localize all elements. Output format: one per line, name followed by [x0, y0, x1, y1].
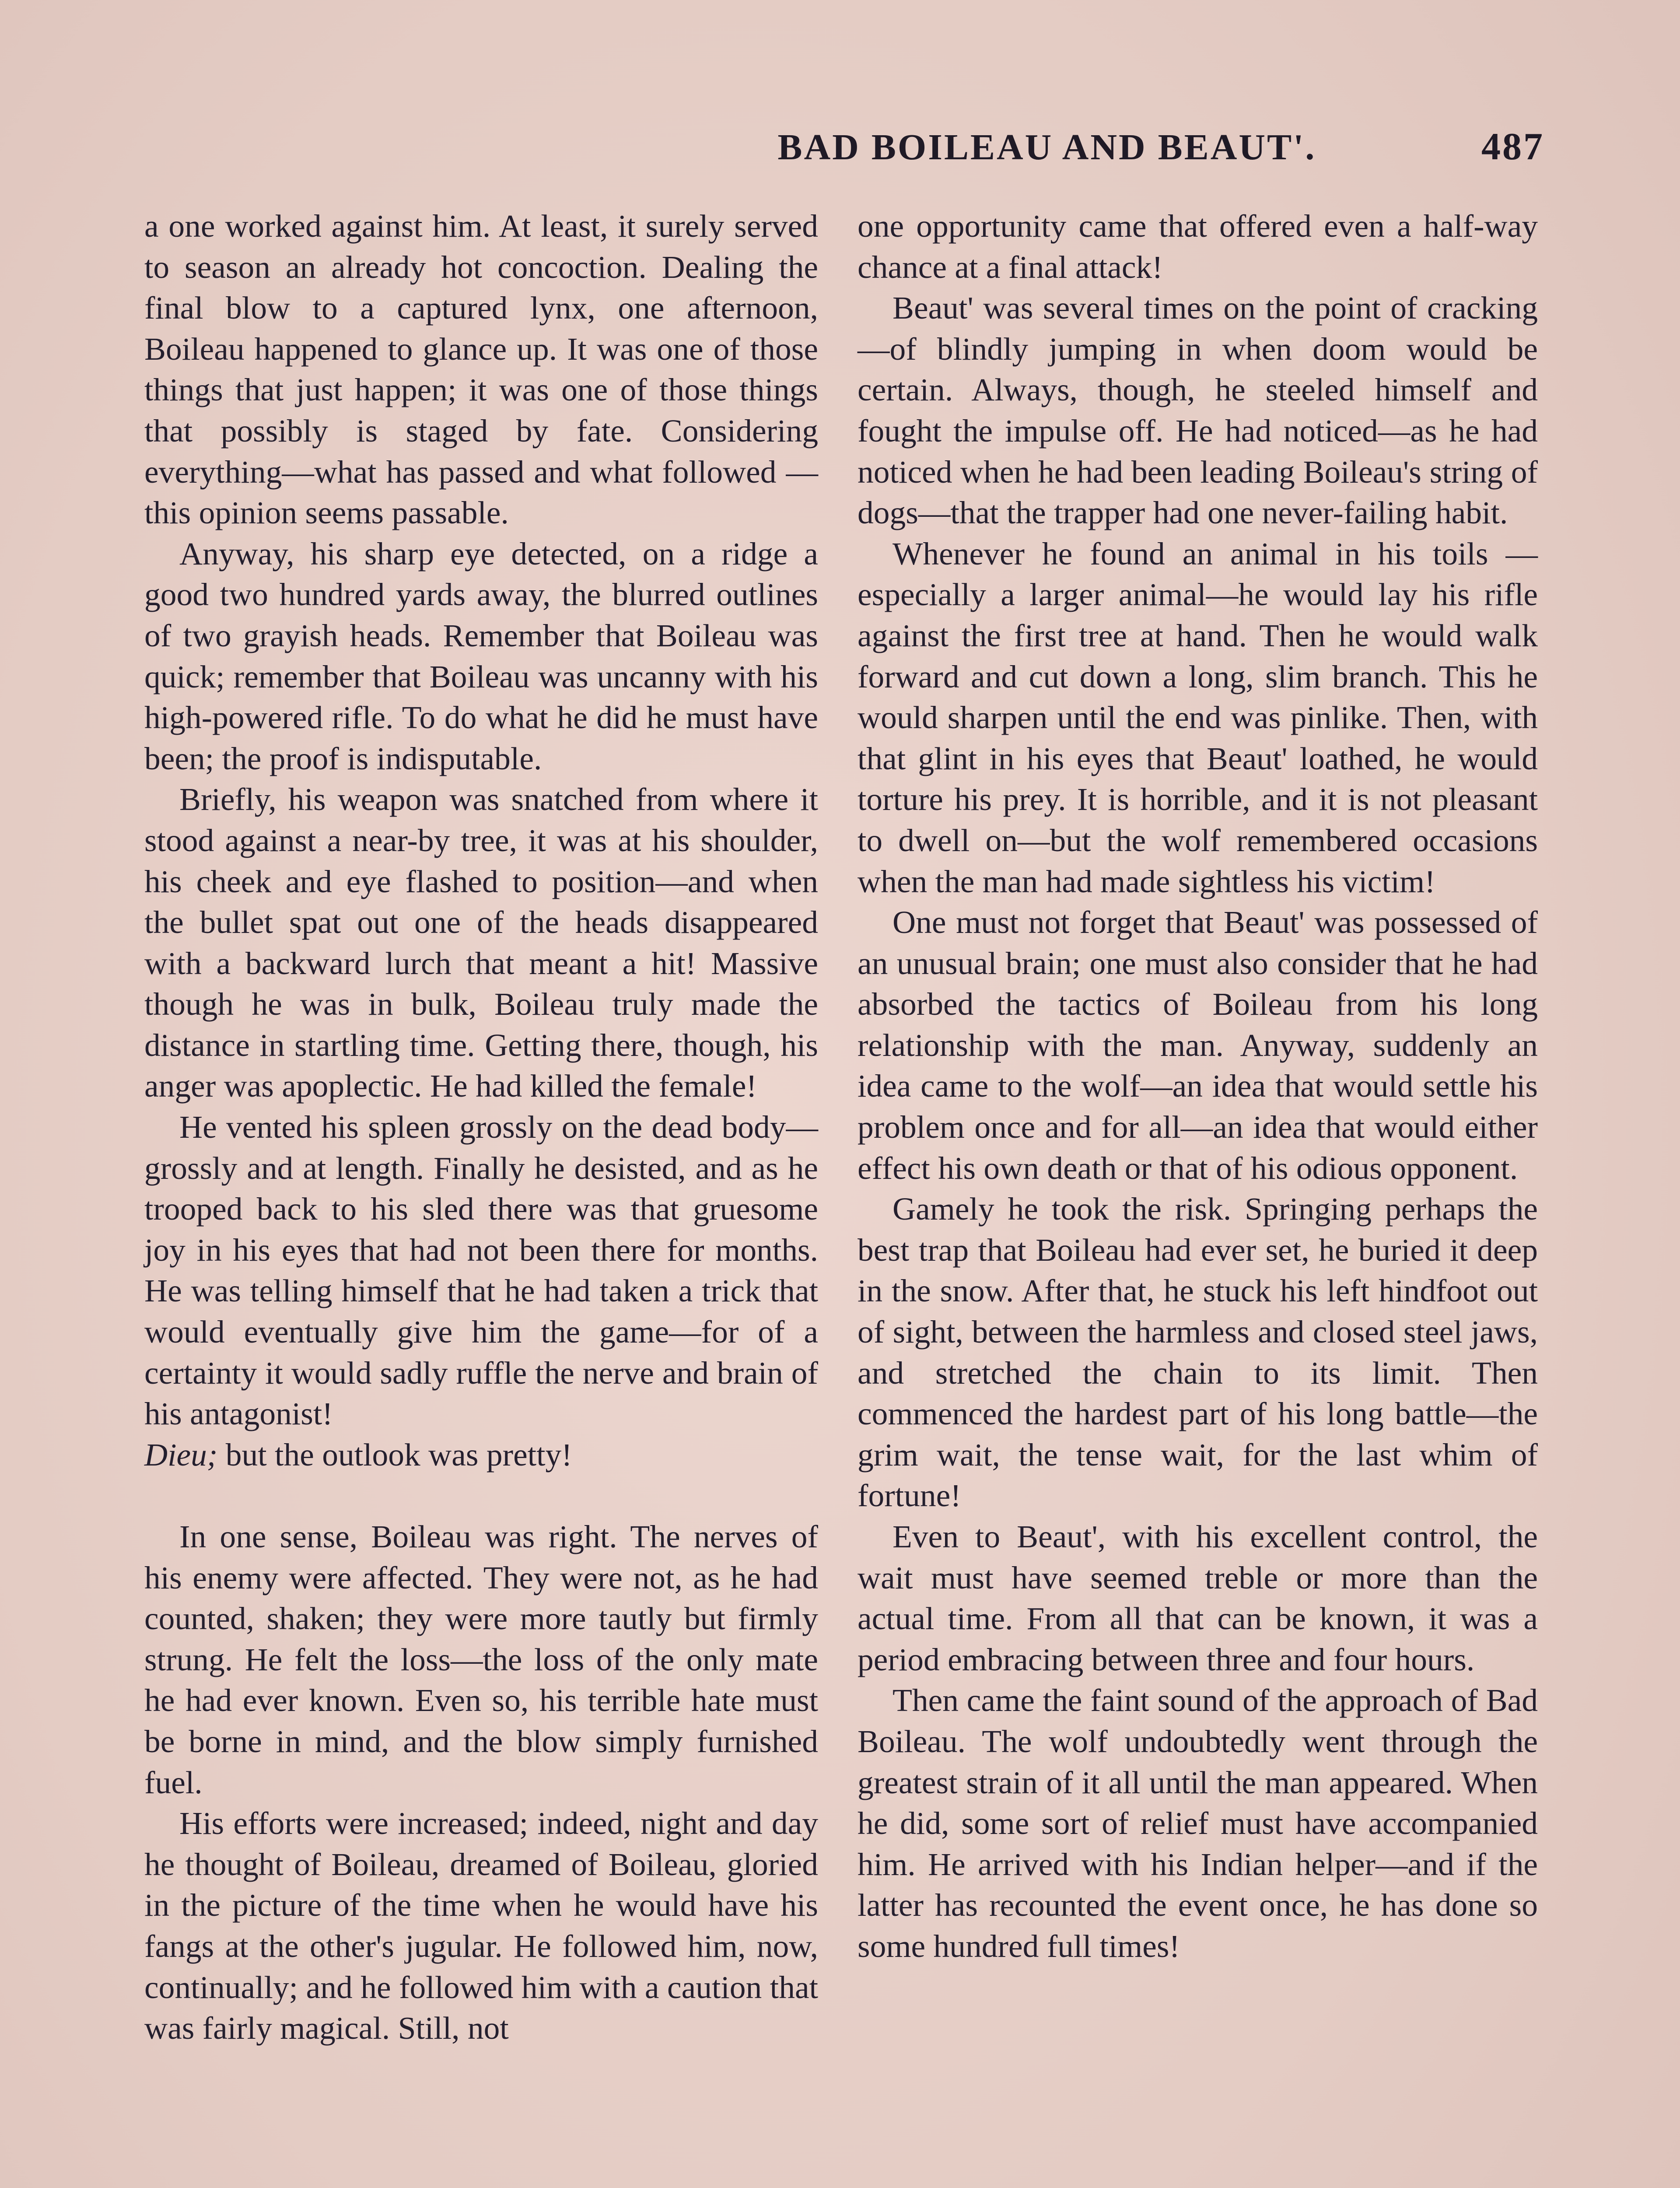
paragraph: In one sense, Boileau was right. The nerves of his enemy were affected. They were not, as he had counted, shaken; they were more tautly but firmly strung. He felt the loss—the loss of the only mate he had ever known. Even so, his terrible hate must be borne in mind, and the blow simply furnished fuel. [144, 1519, 818, 1800]
left-column [144, 206, 818, 2049]
closing-text: but the outlook was pretty! [217, 1437, 572, 1473]
paragraph: Then came the faint sound of the approach of Bad Boileau. The wolf undoubtedly went through the greatest strain of it all until the man appeared. When he did, some sort of relief must have accompanied him. He arrived with his Indian helper—and if the latter has recounted the event once, he has done so some hundred full times! [858, 1683, 1538, 1964]
paragraph: one opportunity came that offered even a half-way chance at a final attack! [858, 208, 1538, 285]
paragraph: Gamely he took the risk. Springing perhaps the best trap that Boileau had ever set, he buried it deep in the snow. After that, he stuck his left hindfoot out of sight, between the harmless and closed steel jaws, and stretched the chain to its limit. Then commenced the hardest part of his long battle—the grim wait, the tense wait, for the last whim of fortune! [858, 1191, 1538, 1514]
right-column [858, 206, 1538, 1967]
paragraph: Briefly, his weapon was snatched from where it stood against a near-by tree, it was at his shoulder, his cheek and eye flashed to position—and when the bullet spat out one of the heads disappeared with a backward lurch that meant a hit! Massive though he was in bulk, Boileau truly made the distance in startling time. Getting there, though, his anger was apoplectic. He had killed the female! [144, 782, 818, 1104]
paragraph: One must not forget that Beaut' was possessed of an unusual brain; one must also consider that he had absorbed the tactics of Boileau from his long relationship with the man. Anyway, suddenly an idea came to the wolf—an idea that would settle his problem once and for all—an idea that would either effect his own death or that of his odious opponent. [858, 905, 1538, 1186]
paragraph: Beaut' was several times on the point of cracking—of blindly jumping in when doom would be certain. Always, though, he steeled himself and fought the impulse off. He had noticed—as he had noticed when he had been leading Boileau's string of dogs—that the trapper had one never-failing habit. [858, 290, 1538, 531]
paragraph: a one worked against him. At least, it surely served to season an already hot concoction. Dealing the final blow to a captured lynx, one afternoon, Boileau happened to glance up. It was one of those things that just happen; it was one of those things that possibly is staged by fate. Considering everything—what has passed and what followed — this opinion seems passable. [144, 208, 818, 531]
italic-word: Dieu; [144, 1437, 218, 1473]
page-number: 487 [1481, 126, 1544, 168]
paragraph: Anyway, his sharp eye detected, on a ridge a good two hundred yards away, the blurred outlines of two grayish heads. Remember that Boileau was quick; remember that Boileau was uncanny with his high-powered rifle. To do what he did he must have been; the proof is indisputable. [144, 536, 818, 776]
running-header [560, 125, 1544, 177]
paragraph: He vented his spleen grossly on the dead body—grossly and at length. Finally he desisted, and as he trooped back to his sled there was that gruesome joy in his eyes that had not been there for months. He was telling himself that he had taken a trick that would eventually give him the game—for of a certainty it would sadly ruffle the nerve and brain of his antagonist! [144, 1109, 818, 1432]
running-title: BAD BOILEAU AND BEAUT'. [777, 127, 1316, 168]
paragraph: Even to Beaut', with his excellent control, the wait must have seemed treble or more than the actual time. From all that can be known, it was a period embracing between three and four hours. [858, 1519, 1538, 1677]
paragraph-closing-line [144, 1434, 818, 1476]
paragraph: His efforts were increased; indeed, night and day he thought of Boileau, dreamed of Boileau, gloried in the picture of the time when he would have his fangs at the other's jugular. He followed him, now, continually; and he followed him with a caution that was fairly magical. Still, not [144, 1806, 818, 2046]
paragraph: Whenever he found an animal in his toils —especially a larger animal—he would lay his rifle against the first tree at hand. Then he would walk forward and cut down a long, slim branch. This he would sharpen until the end was pinlike. Then, with that glint in his eyes that Beaut' loathed, he would torture his prey. It is horrible, and it is not pleasant to dwell on—but the wolf remembered occasions when the man had made sightless his victim! [858, 536, 1538, 899]
